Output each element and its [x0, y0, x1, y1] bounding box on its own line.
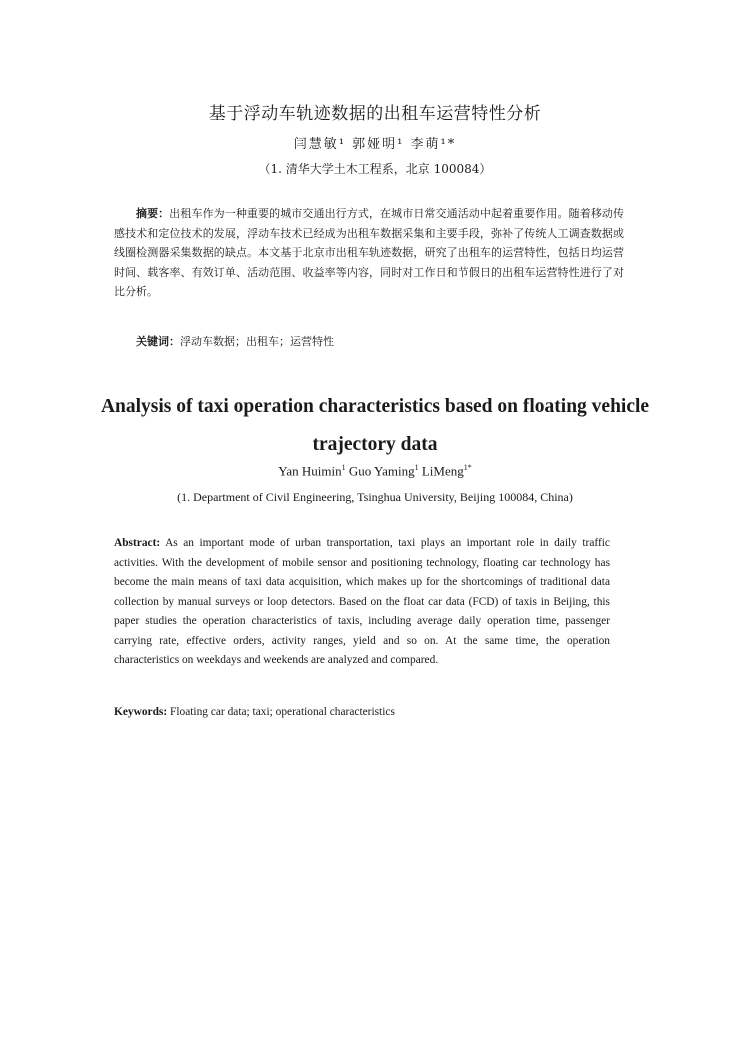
author-name: Guo Yaming	[345, 463, 415, 479]
english-abstract-text: As an important mode of urban transportation, taxi plays an important role in daily traffic activities. With the development of mobile sensor and positioning technology, floating car technology has become the main means of taxi data acquisition, which makes up for the shortcomings of traditional data collection by manual surveys or loop detectors. Based on the float car data (FCD) of taxis in Beijing, this paper studies the operation characteristics of taxis, including average daily operation time, passenger carrying rate, effective orders, activity ranges, yield and so on. At the same time, the operation characteristics on weekdays and weekends are analyzed and compared.	[114, 537, 610, 666]
chinese-abstract-label: 摘要：	[136, 207, 170, 220]
chinese-keywords-text: 浮动车数据；出租车；运营特性	[180, 335, 334, 348]
english-keywords-text: Floating car data; taxi; operational characteristics	[167, 706, 395, 718]
english-abstract-label: Abstract:	[114, 537, 161, 549]
english-affiliation: (1. Department of Civil Engineering, Tsinghua University, Beijing 100084, China)	[177, 490, 573, 504]
english-keywords-label: Keywords:	[114, 706, 168, 718]
english-title: Analysis of taxi operation characteristics based on floating vehicle trajectory data	[100, 396, 650, 455]
author-name: Yan Huimin	[278, 463, 342, 479]
author-affil-mark: 1*	[463, 463, 472, 472]
author-affil-mark: 1	[414, 463, 419, 472]
english-abstract	[114, 534, 610, 671]
english-keywords	[114, 706, 395, 718]
chinese-abstract	[114, 204, 624, 302]
chinese-affiliation: （1. 清华大学土木工程系，北京 100084）	[258, 162, 492, 176]
chinese-keywords	[136, 333, 334, 349]
chinese-abstract-text: 出租车作为一种重要的城市交通出行方式，在城市日常交通活动中起着重要作用。随着移动传感技术和定位技术的发展，浮动车技术已经成为出租车数据采集和主要手段，弥补了传统人工调查数据或线圈检测器采集数据的缺点。本文基于北京市出租车轨迹数据，研究了出租车的运营特性，包括日均运营时间、载客率、有效订单、活动范围、收益率等内容，同时对工作日和节假日的出租车运营特性进行了对比分析。	[114, 207, 624, 298]
english-authors	[0, 463, 750, 479]
chinese-title: 基于浮动车轨迹数据的出租车运营特性分析	[208, 104, 542, 124]
author-affil-mark: 1	[341, 463, 346, 472]
author-name: LiMeng	[418, 463, 464, 479]
chinese-authors: 闫慧敏¹ 郭娅明¹ 李萌¹*	[293, 137, 457, 152]
chinese-keywords-label: 关键词：	[136, 335, 180, 348]
